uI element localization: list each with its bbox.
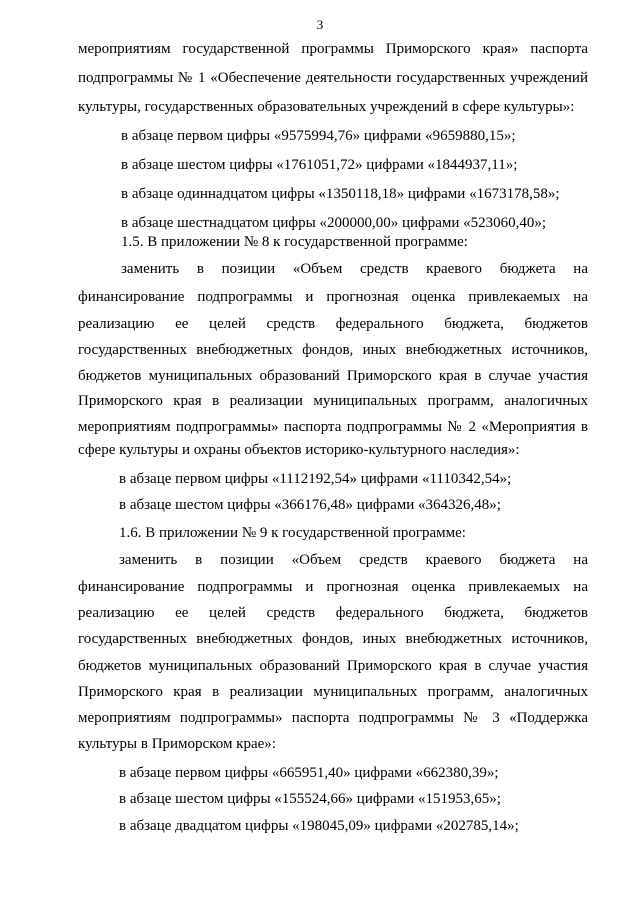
text-line: в абзаце двадцатом цифры «198045,09» цифрами «202785,14»;: [119, 818, 519, 834]
text-line: реализацию ее целей средств федерального бюджета, бюджетов: [78, 605, 588, 621]
text-line: в абзаце шестом цифры «155524,66» цифрами «151953,65»;: [119, 791, 501, 807]
text-line: подпрограммы № 1 «Обеспечение деятельности государственных учреждений: [78, 70, 588, 86]
text-line: мероприятиям государственной программы Приморского края» паспорта: [78, 41, 588, 57]
text-line: культуры, государственных образовательных учреждений в сфере культуры»:: [78, 99, 575, 115]
text-line: Приморского края в реализации муниципальных программ, аналогичных: [78, 393, 588, 409]
text-line: в абзаце первом цифры «1112192,54» цифрами «1110342,54»;: [119, 471, 512, 487]
text-line: финансирование подпрограммы и прогнозная оценка привлекаемых на: [78, 579, 588, 595]
text-line: финансирование подпрограммы и прогнозная оценка привлекаемых на: [78, 289, 588, 305]
text-line: в абзаце первом цифры «665951,40» цифрами «662380,39»;: [119, 765, 499, 781]
text-line: в абзаце первом цифры «9575994,76» цифрами «9659880,15»;: [121, 128, 516, 144]
text-line: заменить в позиции «Объем средств краевого бюджета на: [119, 552, 588, 568]
text-line: бюджетов муниципальных образований Приморского края в случае участия: [78, 368, 588, 384]
text-line: в абзаце одиннадцатом цифры «1350118,18» цифрами «1673178,58»;: [121, 186, 560, 202]
text-line: мероприятиям подпрограммы» паспорта подпрограммы № 3 «Поддержка: [78, 710, 588, 726]
text-line: заменить в позиции «Объем средств краевого бюджета на: [121, 261, 588, 277]
text-line: в абзаце шестнадцатом цифры «200000,00» цифрами «523060,40»;: [121, 215, 547, 231]
text-line: государственных внебюджетных фондов, иных внебюджетных источников,: [78, 342, 588, 358]
text-line: государственных внебюджетных фондов, иных внебюджетных источников,: [78, 631, 588, 647]
text-line: в абзаце шестом цифры «366176,48» цифрами «364326,48»;: [119, 497, 501, 513]
text-line: 1.5. В приложении № 8 к государственной программе:: [121, 234, 468, 250]
text-line: культуры в Приморском крае»:: [78, 736, 276, 752]
text-line: бюджетов муниципальных образований Приморского края в случае участия: [78, 658, 588, 674]
text-line: 1.6. В приложении № 9 к государственной программе:: [119, 525, 466, 541]
page-number: 3: [316, 17, 324, 32]
text-line: реализацию ее целей средств федерального бюджета, бюджетов: [78, 316, 588, 332]
text-line: Приморского края в реализации муниципальных программ, аналогичных: [78, 684, 588, 700]
text-line: в абзаце шестом цифры «1761051,72» цифрами «1844937,11»;: [121, 157, 518, 173]
text-line: мероприятиям подпрограммы» паспорта подпрограммы № 2 «Мероприятия в: [78, 419, 588, 435]
text-line: сфере культуры и охраны объектов историко-культурного наследия»:: [78, 442, 520, 458]
